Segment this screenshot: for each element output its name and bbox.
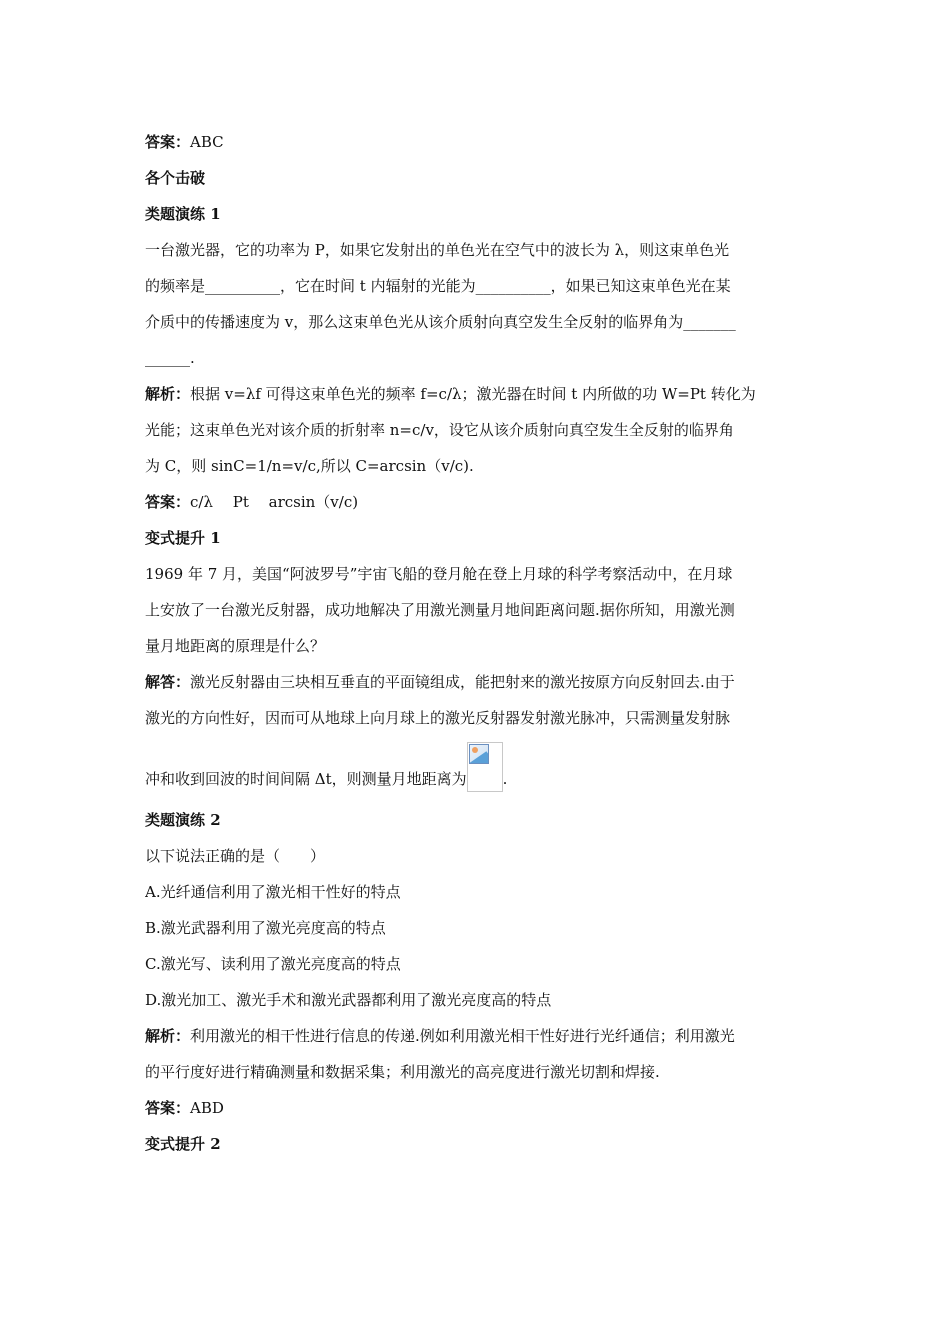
exercise-1-analysis-line — [145, 376, 809, 412]
exercise-1-analysis-line: 光能；这束单色光对该介质的折射率 n=c/v，设它从该介质射向真空发生全反射的临界角 — [145, 421, 734, 439]
formula-image-icon — [467, 742, 503, 792]
analysis-label: 解析： — [145, 1027, 191, 1045]
answer-label: 解答： — [145, 673, 191, 691]
answer-line — [145, 124, 809, 160]
analysis-label: 解析： — [145, 385, 191, 403]
variant-1-question-line: 上安放了一台激光反射器，成功地解决了用激光测量月地间距离问题.据你所知，用激光测 — [145, 601, 735, 619]
exercise-2-title: 类题演练 2 — [145, 811, 221, 829]
option-a: A.光纤通信利用了激光相干性好的特点 — [145, 883, 401, 901]
exercise-1-question-line: 一台激光器，它的功率为 P，如果它发射出的单色光在空气中的波长为 λ，则这束单色光 — [145, 241, 730, 259]
answer-text-end: . — [502, 770, 508, 788]
answer-label: 答案： — [145, 133, 191, 151]
answer-label: 答案： — [145, 493, 191, 511]
variant-2-title: 变式提升 2 — [145, 1135, 221, 1153]
analysis-text: 利用激光的相干性进行信息的传递.例如利用激光相干性好进行光纤通信；利用激光 — [190, 1027, 735, 1045]
exercise-1-analysis-line: 为 C，则 sinC=1/n=v/c,所以 C=arcsin（v/c). — [145, 457, 474, 475]
answer-value: ABD — [190, 1099, 224, 1117]
answer-text: 冲和收到回波的时间间隔 Δt，则测量月地距离为 — [145, 770, 467, 788]
exercise-2-answer-line — [145, 1090, 809, 1126]
exercise-2-question: 以下说法正确的是（ ） — [145, 847, 326, 865]
variant-1-answer-line — [145, 742, 809, 802]
option-c: C.激光写、读利用了激光亮度高的特点 — [145, 955, 401, 973]
variant-1-answer-line — [145, 664, 809, 700]
answer-value: ABC — [190, 133, 224, 151]
exercise-2-analysis-line: 的平行度好进行精确测量和数据采集；利用激光的高亮度进行激光切割和焊接. — [145, 1063, 660, 1081]
document-page — [145, 124, 809, 1162]
answer-label: 答案： — [145, 1099, 191, 1117]
answer-text: 激光反射器由三块相互垂直的平面镜组成，能把射来的激光按原方向反射回去.由于 — [190, 673, 735, 691]
variant-1-question-line: 量月地距离的原理是什么？ — [145, 637, 326, 655]
exercise-1-title: 类题演练 1 — [145, 205, 221, 223]
analysis-text: 根据 v=λf 可得这束单色光的频率 f=c/λ；激光器在时间 t 内所做的功 W=Pt 转化为 — [190, 385, 756, 403]
exercise-2-analysis-line — [145, 1018, 809, 1054]
exercise-1-answer-line — [145, 484, 809, 520]
variant-1-question-line: 1969 年 7 月，美国“阿波罗号”宇宙飞船的登月舱在登上月球的科学考察活动中，在月球 — [145, 565, 733, 583]
exercise-1-question-line: ______. — [145, 349, 195, 367]
option-d: D.激光加工、激光手术和激光武器都利用了激光亮度高的特点 — [145, 991, 552, 1009]
exercise-1-question-line: 的频率是__________，它在时间 t 内辐射的光能为__________，如果已知这束单色光在某 — [145, 277, 731, 295]
exercise-1-question-line: 介质中的传播速度为 v，那么这束单色光从该介质射向真空发生全反射的临界角为_______ — [145, 313, 736, 331]
variant-1-title: 变式提升 1 — [145, 529, 221, 547]
variant-1-answer-line: 激光的方向性好，因而可从地球上向月球上的激光反射器发射激光脉冲，只需测量发射脉 — [145, 709, 731, 727]
section-title: 各个击破 — [145, 169, 206, 187]
answer-value: c/λ Pt arcsin（v/c) — [190, 493, 359, 511]
option-b: B.激光武器利用了激光亮度高的特点 — [145, 919, 386, 937]
